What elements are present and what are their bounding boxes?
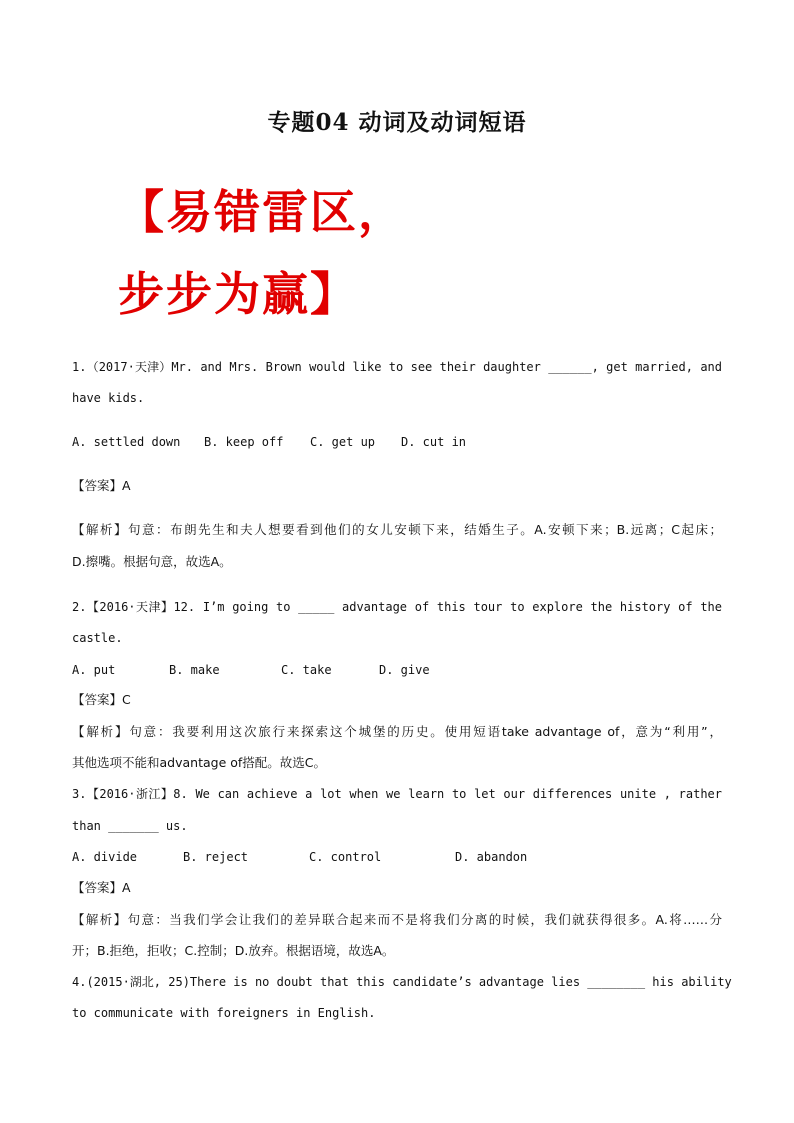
q1-option-b: B. keep off bbox=[204, 435, 284, 449]
q1-analysis-line-1: 【解析】句意：布朗先生和夫人想要看到他们的女儿安顿下来，结婚生子。A.安顿下来；B.远离；C起床； bbox=[72, 522, 722, 537]
q1-options bbox=[72, 434, 722, 450]
q1-answer: 【答案】A bbox=[72, 478, 131, 493]
banner-line-2: 步步为赢】 bbox=[118, 267, 358, 321]
q2-stem-line-1: 2.【2016·天津】12. I’m going to _____ advantage of this tour to explore the history of the bbox=[72, 600, 722, 614]
q1-option-a: A. settled down bbox=[72, 435, 181, 449]
q3-option-b: B. reject bbox=[183, 850, 249, 864]
q2-options bbox=[72, 662, 722, 678]
q3-stem-line-1: 3.【2016·浙江】8. We can achieve a lot when we learn to let our differences unite , rather bbox=[72, 787, 722, 801]
q2-analysis-line-1: 【解析】句意：我要利用这次旅行来探索这个城堡的历史。使用短语take advantage of，意为“利用”， bbox=[72, 724, 722, 739]
q2-option-b: B. make bbox=[169, 663, 220, 677]
q1-option-d: D. cut in bbox=[401, 435, 467, 449]
q3-answer: 【答案】A bbox=[72, 880, 131, 895]
q3-option-c: C. control bbox=[309, 850, 382, 864]
q3-option-a: A. divide bbox=[72, 850, 138, 864]
q2-option-c: C. take bbox=[281, 663, 332, 677]
q1-analysis-line-2: D.擦嘴。根据句意，故选A。 bbox=[72, 554, 232, 569]
q1-option-c: C. get up bbox=[310, 435, 376, 449]
page-title: 专题04 动词及动词短语 bbox=[267, 109, 527, 136]
q2-stem-line-2: castle. bbox=[72, 631, 123, 645]
q4-stem-line-2: to communicate with foreigners in English. bbox=[72, 1006, 376, 1020]
q3-options bbox=[72, 849, 722, 865]
q2-option-d: D. give bbox=[379, 663, 430, 677]
q1-stem-line-2: have kids. bbox=[72, 391, 145, 405]
q2-option-a: A. put bbox=[72, 663, 116, 677]
q2-analysis-line-2: 其他选项不能和advantage of搭配。故选C。 bbox=[72, 755, 327, 770]
q1-stem-line-1: 1.（2017·天津）Mr. and Mrs. Brown would like to see their daughter ______, get married, and bbox=[72, 360, 722, 374]
banner-line-1: 【易错雷区， bbox=[118, 185, 406, 239]
q3-option-d: D. abandon bbox=[455, 850, 528, 864]
q2-answer: 【答案】C bbox=[72, 692, 131, 707]
q3-analysis-line-2: 开；B.拒绝，拒收；C.控制；D.放弃。根据语境，故选A。 bbox=[72, 943, 395, 958]
q3-stem-line-2: than _______ us. bbox=[72, 819, 188, 833]
q3-analysis-line-1: 【解析】句意：当我们学会让我们的差异联合起来而不是将我们分离的时候，我们就获得很多。A.将……分 bbox=[72, 912, 722, 927]
q4-stem-line-1: 4.(2015·湖北, 25)There is no doubt that this candidate’s advantage lies ________ his ability bbox=[72, 975, 732, 989]
